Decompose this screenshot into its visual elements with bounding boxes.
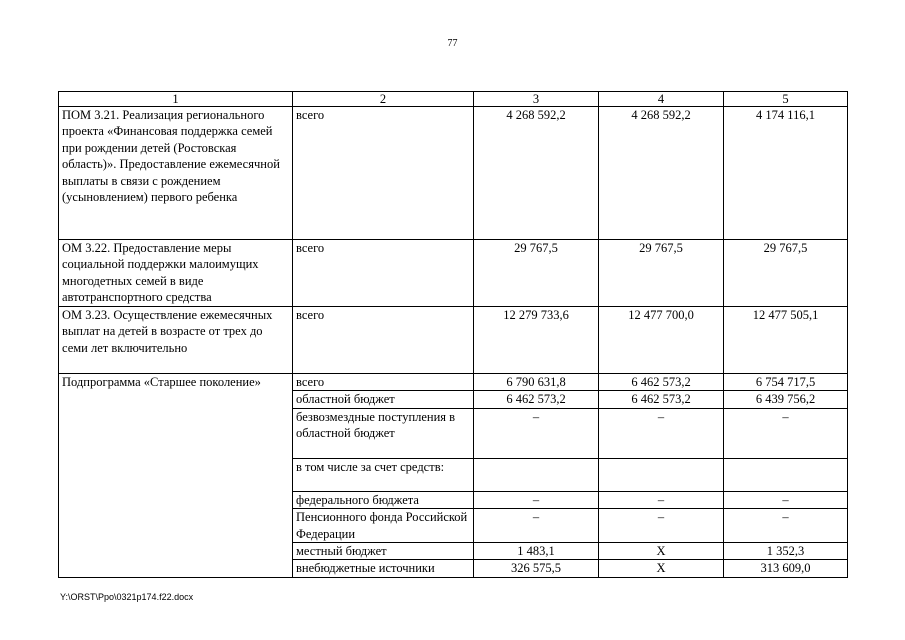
value-cell: – [599, 491, 724, 508]
value-cell [724, 458, 848, 491]
value-cell: 1 483,1 [474, 543, 599, 560]
value-cell: 6 790 631,8 [474, 374, 599, 391]
source-cell: внебюджетные источники [293, 560, 474, 577]
measure-name-cell: ОМ 3.22. Предоставление меры социальной поддержки малоимущих многодетных семей в виде автотранспортного средства [59, 240, 293, 307]
value-cell: 6 462 573,2 [474, 391, 599, 408]
source-cell: всего [293, 374, 474, 391]
header-cell: 1 [59, 92, 293, 107]
value-cell [474, 458, 599, 491]
value-cell: – [474, 491, 599, 508]
table-row [59, 307, 848, 374]
header-cell: 4 [599, 92, 724, 107]
measure-name-cell: ОМ 3.23. Осуществление ежемесячных выплат на детей в возрасте от трех до семи лет включительно [59, 307, 293, 374]
source-cell: всего [293, 107, 474, 240]
value-cell: – [474, 509, 599, 543]
value-cell: 4 268 592,2 [474, 107, 599, 240]
source-cell: федерального бюджета [293, 491, 474, 508]
value-cell: 29 767,5 [474, 240, 599, 307]
source-cell: в том числе за счет средств: [293, 458, 474, 491]
value-cell: 1 352,3 [724, 543, 848, 560]
source-cell: всего [293, 240, 474, 307]
source-cell: всего [293, 307, 474, 374]
source-cell: безвозмездные поступления в областной бюджет [293, 408, 474, 458]
value-cell: 12 279 733,6 [474, 307, 599, 374]
value-cell: 29 767,5 [724, 240, 848, 307]
table-header-row [59, 92, 848, 107]
header-cell: 3 [474, 92, 599, 107]
value-cell: – [599, 408, 724, 458]
subprogram-name-cell: Подпрограмма «Старшее поколение» [59, 374, 293, 578]
source-cell: Пенсионного фонда Российской Федерации [293, 509, 474, 543]
source-cell: местный бюджет [293, 543, 474, 560]
page-number: 77 [447, 38, 458, 49]
header-cell: 2 [293, 92, 474, 107]
value-cell [599, 458, 724, 491]
value-cell: 12 477 505,1 [724, 307, 848, 374]
value-cell: 12 477 700,0 [599, 307, 724, 374]
value-cell: 6 462 573,2 [599, 374, 724, 391]
value-cell: 326 575,5 [474, 560, 599, 577]
value-cell: – [724, 408, 848, 458]
value-cell: Х [599, 543, 724, 560]
value-cell: 313 609,0 [724, 560, 848, 577]
table-row [59, 240, 848, 307]
measure-name-cell: ПОМ 3.21. Реализация регионального проекта «Финансовая поддержка семей при рождении детей (Ростовская область)». Предоставление ежемесячной выплаты в связи с рождением (усыновлением) первого ребенка [59, 107, 293, 240]
value-cell: 6 462 573,2 [599, 391, 724, 408]
table-row [59, 374, 848, 391]
value-cell: – [724, 491, 848, 508]
value-cell: 29 767,5 [599, 240, 724, 307]
header-cell: 5 [724, 92, 848, 107]
value-cell: Х [599, 560, 724, 577]
value-cell: – [599, 509, 724, 543]
value-cell: – [474, 408, 599, 458]
value-cell: 4 174 116,1 [724, 107, 848, 240]
budget-table [58, 91, 848, 578]
value-cell: 4 268 592,2 [599, 107, 724, 240]
value-cell: – [724, 509, 848, 543]
value-cell: 6 754 717,5 [724, 374, 848, 391]
source-cell: областной бюджет [293, 391, 474, 408]
value-cell: 6 439 756,2 [724, 391, 848, 408]
table-row [59, 107, 848, 240]
file-path-footer: Y:\ORST\Ppo\0321p174.f22.docx [60, 592, 194, 602]
